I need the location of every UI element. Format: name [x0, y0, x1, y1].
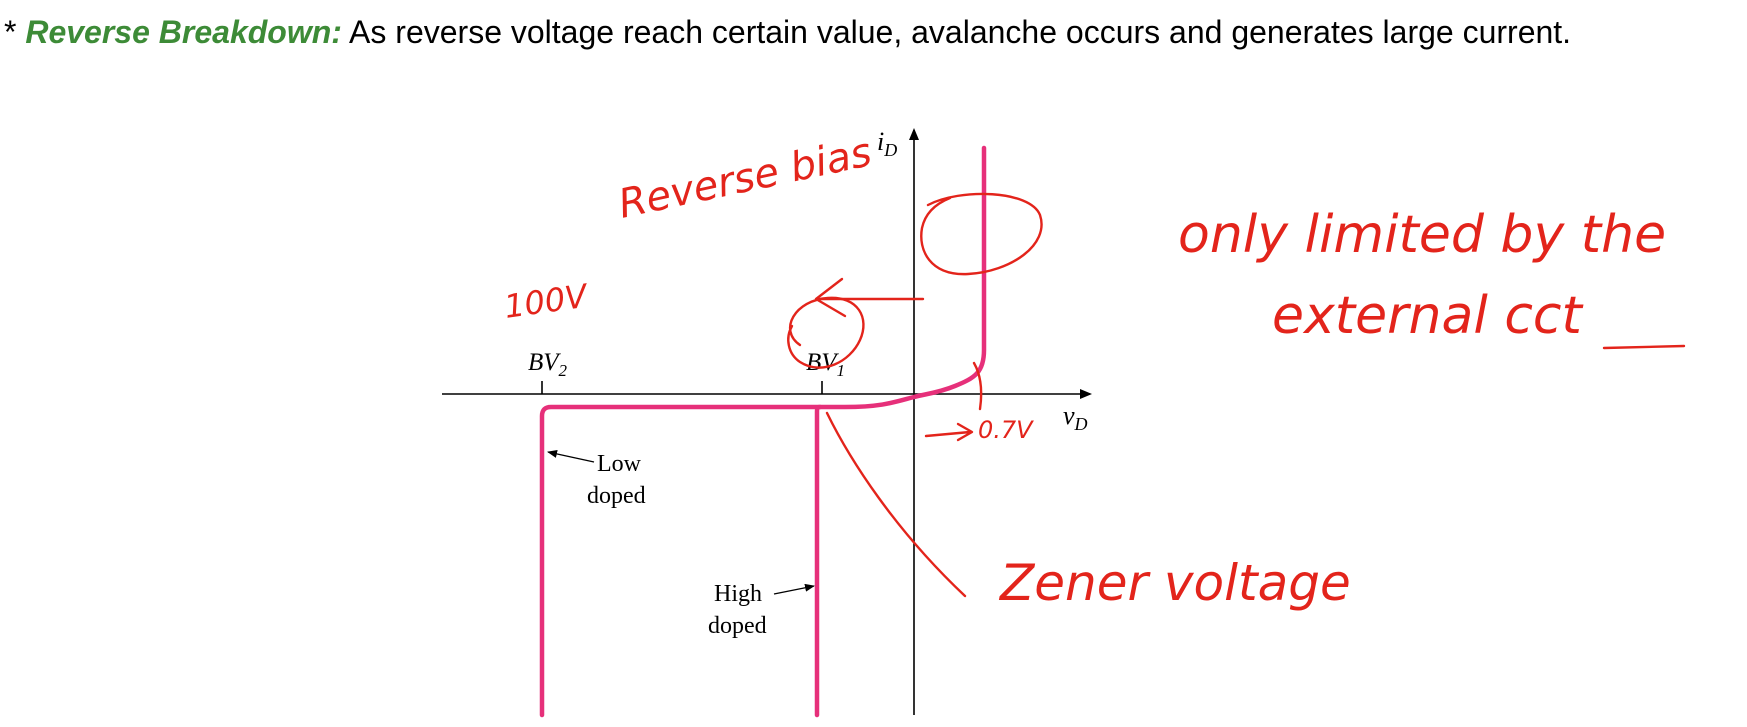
- heading-text: As reverse voltage reach certain value, avalanche occurs and generates large current.: [341, 14, 1572, 50]
- heading-term: Reverse Breakdown:: [25, 14, 342, 50]
- forward-voltage-note: 0.7V: [978, 416, 1033, 444]
- high-doped-label-1: High: [714, 581, 762, 607]
- low-doped-curve: [542, 407, 820, 715]
- y-axis-label: $i_D$: [877, 127, 898, 160]
- high-doped-arrow: [774, 586, 814, 594]
- low-doped-arrow: [548, 452, 594, 462]
- external-cct-note-1: only limited by the: [1178, 205, 1667, 265]
- cct-underline: [1604, 346, 1684, 348]
- reverse-bias-note: Reverse bias: [614, 129, 876, 228]
- external-cct-note-2: external cct: [1272, 286, 1582, 346]
- low-doped-label-1: Low: [597, 451, 641, 477]
- zener-voltage-note: Zener voltage: [1000, 554, 1351, 612]
- bv2-label: $BV_2$: [528, 349, 568, 380]
- heading-bullet: *: [4, 14, 17, 50]
- high-doped-label-2: doped: [708, 613, 767, 639]
- x-axis-label: $v_D$: [1063, 401, 1088, 434]
- high-doped-curve: [817, 148, 984, 715]
- bv1-label: $BV_1$: [806, 349, 846, 380]
- current-circle-mark: [921, 194, 1041, 274]
- forward-voltage-arrow: [926, 424, 972, 440]
- zener-pointer-line: [827, 413, 965, 596]
- hundred-volt-note: 100V: [501, 276, 590, 326]
- low-doped-label-2: doped: [587, 483, 646, 509]
